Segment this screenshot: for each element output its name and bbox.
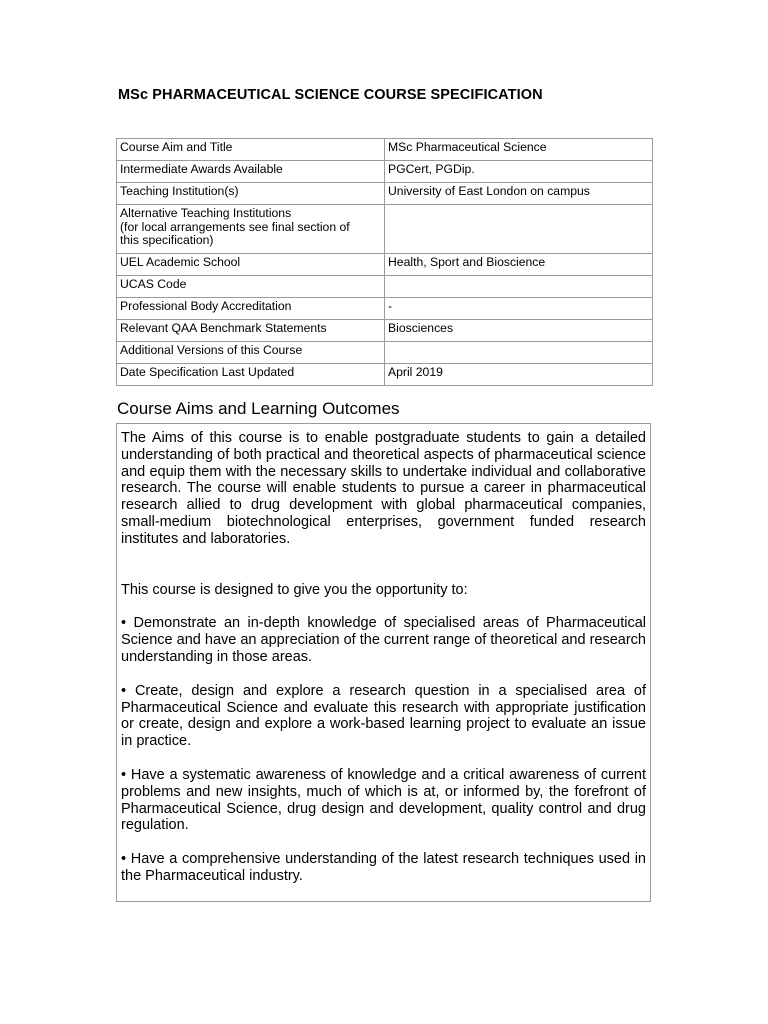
row-label: Course Aim and Title bbox=[117, 139, 385, 161]
row-value: Health, Sport and Bioscience bbox=[385, 254, 653, 276]
row-label: UCAS Code bbox=[117, 276, 385, 298]
row-label-line: Alternative Teaching Institutions bbox=[120, 206, 292, 220]
table-row bbox=[117, 320, 653, 342]
section-heading: Course Aims and Learning Outcomes bbox=[117, 399, 400, 418]
row-value: PGCert, PGDip. bbox=[385, 161, 653, 183]
table-row bbox=[117, 298, 653, 320]
row-label: Intermediate Awards Available bbox=[117, 161, 385, 183]
row-value bbox=[385, 342, 653, 364]
page-title: MSc PHARMACEUTICAL SCIENCE COURSE SPECIFICATION bbox=[118, 87, 543, 103]
row-label: Additional Versions of this Course bbox=[117, 342, 385, 364]
table-row bbox=[117, 183, 653, 205]
aims-intro-paragraph: The Aims of this course is to enable postgraduate students to gain a detailed understanding of both practical and theoretical aspects of pharmaceutical science and equip them with the necessary skills to undertake individual and collaborative research. The course will enable students to pursue a career in pharmaceutical research allied to drug development with global pharmaceutical companies, small-medium biotechnological enterprises, government funded research institutes and laboratories. bbox=[121, 430, 646, 547]
row-label: Date Specification Last Updated bbox=[117, 364, 385, 386]
table-row bbox=[117, 254, 653, 276]
row-value bbox=[385, 205, 653, 254]
row-label: Professional Body Accreditation bbox=[117, 298, 385, 320]
aims-box bbox=[116, 423, 651, 902]
row-value: - bbox=[385, 298, 653, 320]
course-spec-table bbox=[116, 138, 653, 386]
row-label: Relevant QAA Benchmark Statements bbox=[117, 320, 385, 342]
row-value bbox=[385, 276, 653, 298]
aims-lead-paragraph: This course is designed to give you the opportunity to: bbox=[121, 581, 468, 598]
row-label-line: this specification) bbox=[120, 233, 214, 247]
table-row bbox=[117, 161, 653, 183]
aims-bullet: • Create, design and explore a research question in a specialised area of Pharmaceutical Science and evaluate this research with appropriate justification or create, design and explore a work-based learning project to evaluate an issue in practice. bbox=[121, 682, 646, 750]
row-label bbox=[117, 205, 385, 254]
row-value: University of East London on campus bbox=[385, 183, 653, 205]
aims-bullet: • Have a comprehensive understanding of the latest research techniques used in the Pharmaceutical industry. bbox=[121, 851, 646, 884]
aims-bullet: • Have a systematic awareness of knowledge and a critical awareness of current problems and new insights, much of which is at, or informed by, the forefront of Pharmaceutical Science, drug design and development, quality control and drug regulation. bbox=[121, 766, 646, 834]
table-row bbox=[117, 205, 653, 254]
row-value: Biosciences bbox=[385, 320, 653, 342]
aims-bullet: • Demonstrate an in-depth knowledge of specialised areas of Pharmaceutical Science and have an appreciation of the current range of theoretical and research understanding in those areas. bbox=[121, 615, 646, 665]
row-label: UEL Academic School bbox=[117, 254, 385, 276]
row-label-line: (for local arrangements see final section of bbox=[120, 219, 350, 234]
table-row bbox=[117, 139, 653, 161]
table-row bbox=[117, 276, 653, 298]
row-value: MSc Pharmaceutical Science bbox=[385, 139, 653, 161]
table-row bbox=[117, 342, 653, 364]
row-value: April 2019 bbox=[385, 364, 653, 386]
table-row bbox=[117, 364, 653, 386]
row-label: Teaching Institution(s) bbox=[117, 183, 385, 205]
